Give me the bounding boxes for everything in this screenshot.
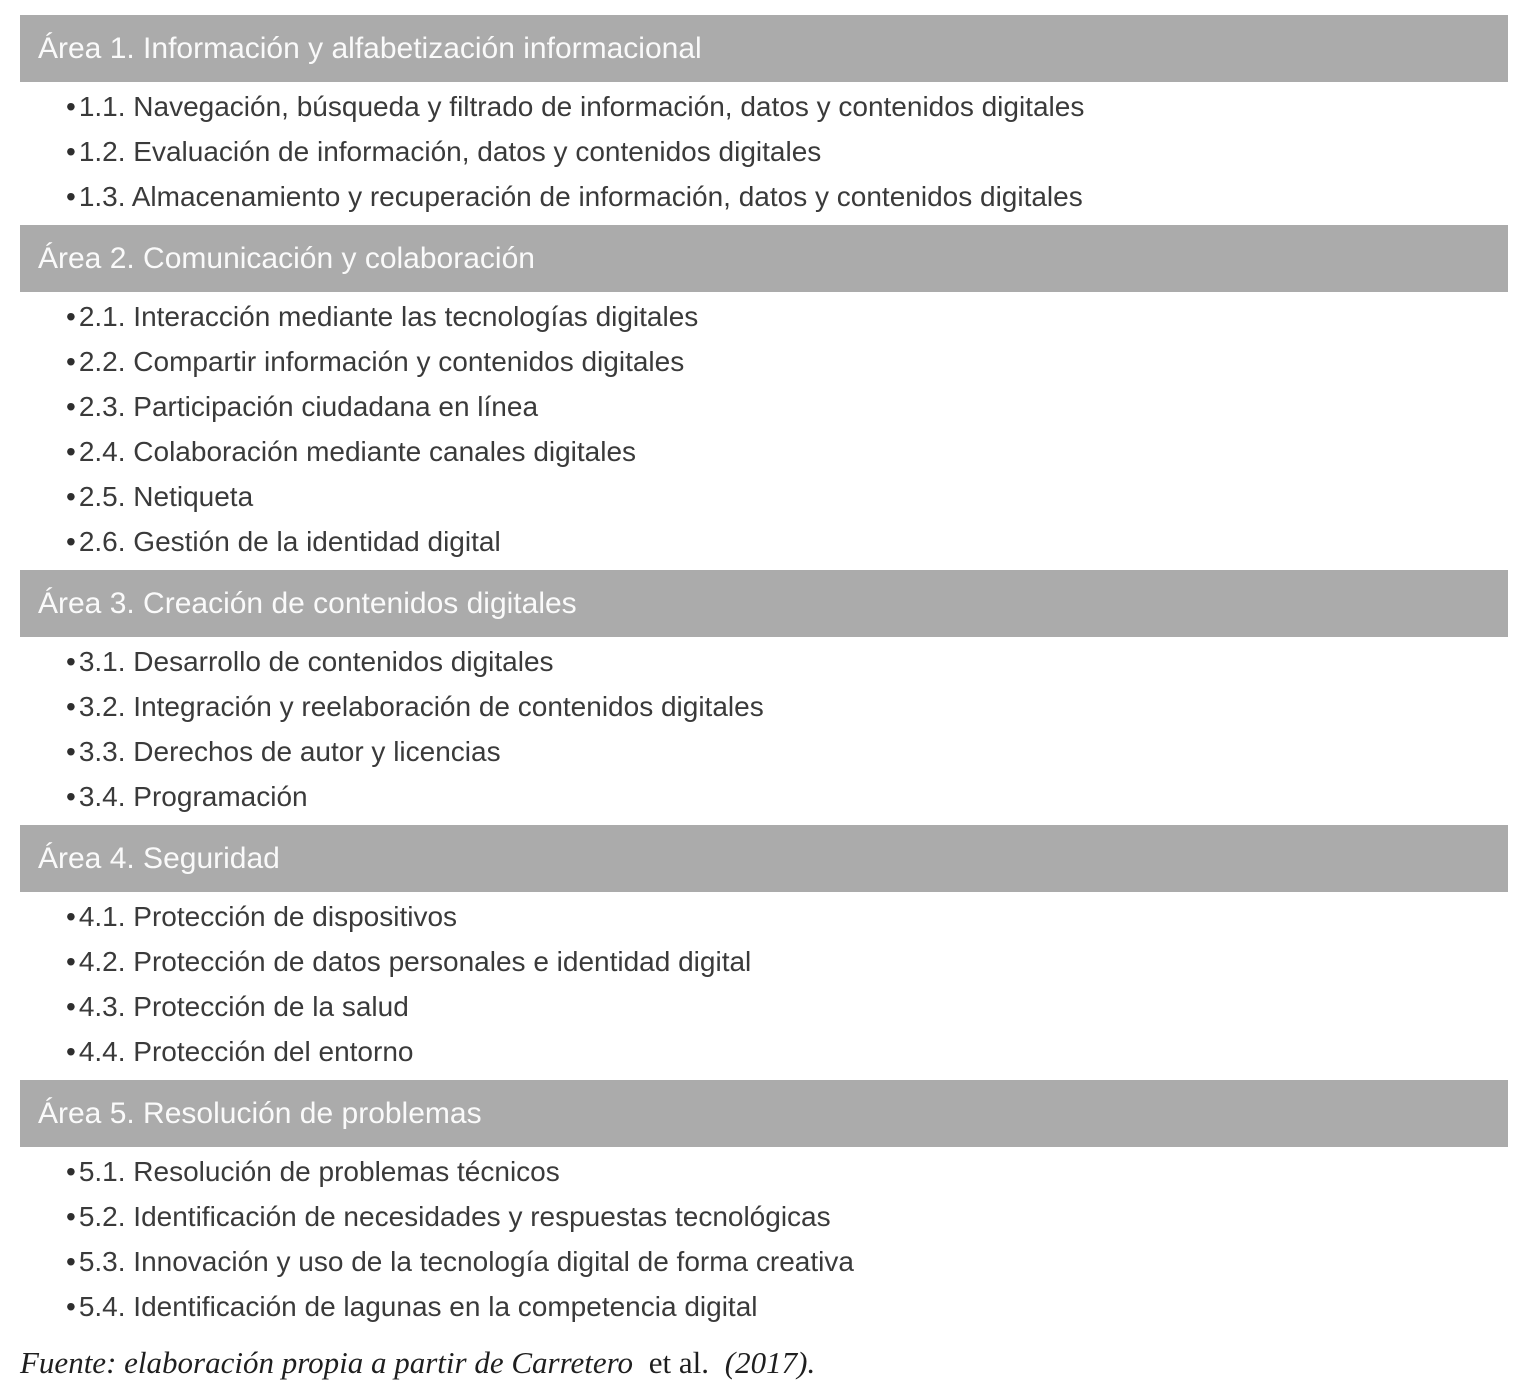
list-item	[20, 684, 1508, 729]
bullet-icon: •	[66, 525, 76, 557]
list-item	[20, 1239, 1508, 1284]
area-4-title: Área 4. Seguridad	[38, 841, 280, 875]
item-text: 5.3. Innovación y uso de la tecnología digital de forma creativa	[78, 1245, 854, 1277]
area-5-items	[20, 1149, 1508, 1329]
source-note-etal: et al.	[648, 1345, 710, 1380]
list-item	[20, 894, 1508, 939]
item-text: 2.3. Participación ciudadana en línea	[78, 390, 539, 422]
source-note-year: (2017).	[724, 1345, 816, 1380]
list-item	[20, 1029, 1508, 1074]
item-text: 3.3. Derechos de autor y licencias	[78, 735, 501, 767]
list-item	[20, 294, 1508, 339]
area-2-title: Área 2. Comunicación y colaboración	[38, 241, 535, 275]
list-item	[20, 1284, 1508, 1329]
bullet-icon: •	[66, 345, 76, 377]
area-5-header	[20, 1080, 1508, 1147]
bullet-icon: •	[66, 900, 76, 932]
bullet-icon: •	[66, 390, 76, 422]
list-item	[20, 429, 1508, 474]
list-item	[20, 129, 1508, 174]
item-text: 5.2. Identificación de necesidades y respuestas tecnológicas	[78, 1200, 831, 1232]
bullet-icon: •	[66, 1200, 76, 1232]
area-1-items	[20, 84, 1508, 219]
area-2-header	[20, 225, 1508, 292]
area-3-items	[20, 639, 1508, 819]
list-item	[20, 639, 1508, 684]
list-item	[20, 339, 1508, 384]
area-4-header	[20, 825, 1508, 892]
item-text: 2.1. Interacción mediante las tecnologías digitales	[78, 300, 699, 332]
item-text: 2.5. Netiqueta	[78, 480, 254, 512]
list-item	[20, 774, 1508, 819]
bullet-icon: •	[66, 180, 76, 212]
bullet-icon: •	[66, 435, 76, 467]
bullet-icon: •	[66, 990, 76, 1022]
item-text: 3.4. Programación	[78, 780, 308, 812]
area-section-2	[0, 225, 1518, 564]
list-item	[20, 384, 1508, 429]
area-5-title: Área 5. Resolución de problemas	[38, 1096, 482, 1130]
item-text: 4.3. Protección de la salud	[78, 990, 409, 1022]
area-4-items	[20, 894, 1508, 1074]
area-section-4	[0, 825, 1518, 1074]
item-text: 2.2. Compartir información y contenidos digitales	[78, 345, 685, 377]
item-text: 1.2. Evaluación de información, datos y contenidos digitales	[78, 135, 822, 167]
list-item	[20, 84, 1508, 129]
item-text: 4.2. Protección de datos personales e identidad digital	[78, 945, 752, 977]
bullet-icon: •	[66, 1035, 76, 1067]
area-section-5	[0, 1080, 1518, 1329]
item-text: 2.4. Colaboración mediante canales digitales	[78, 435, 637, 467]
list-item	[20, 984, 1508, 1029]
item-text: 4.1. Protección de dispositivos	[78, 900, 458, 932]
source-note-lead: Fuente: elaboración propia a partir de Carretero	[20, 1345, 634, 1380]
item-text: 4.4. Protección del entorno	[78, 1035, 414, 1067]
bullet-icon: •	[66, 300, 76, 332]
bullet-icon: •	[66, 90, 76, 122]
list-item	[20, 1194, 1508, 1239]
bullet-icon: •	[66, 780, 76, 812]
area-1-title: Área 1. Información y alfabetización informacional	[38, 31, 702, 65]
area-section-1	[0, 15, 1518, 219]
item-text: 5.4. Identificación de lagunas en la competencia digital	[78, 1290, 758, 1322]
list-item	[20, 174, 1508, 219]
item-text: 3.1. Desarrollo de contenidos digitales	[78, 645, 554, 677]
item-text: 1.3. Almacenamiento y recuperación de información, datos y contenidos digitales	[78, 180, 1083, 212]
list-item	[20, 729, 1508, 774]
bullet-icon: •	[66, 735, 76, 767]
bullet-icon: •	[66, 690, 76, 722]
list-item	[20, 474, 1508, 519]
list-item	[20, 519, 1508, 564]
area-3-header	[20, 570, 1508, 637]
item-text: 1.1. Navegación, búsqueda y filtrado de información, datos y contenidos digitales	[78, 90, 1085, 122]
item-text: 3.2. Integración y reelaboración de contenidos digitales	[78, 690, 764, 722]
item-text: 2.6. Gestión de la identidad digital	[78, 525, 501, 557]
area-1-header	[20, 15, 1508, 82]
item-text: 5.1. Resolución de problemas técnicos	[78, 1155, 560, 1187]
list-item	[20, 939, 1508, 984]
area-section-3	[0, 570, 1518, 819]
area-3-title: Área 3. Creación de contenidos digitales	[38, 586, 577, 620]
bullet-icon: •	[66, 645, 76, 677]
bullet-icon: •	[66, 945, 76, 977]
area-2-items	[20, 294, 1508, 564]
bullet-icon: •	[66, 480, 76, 512]
bullet-icon: •	[66, 1155, 76, 1187]
bullet-icon: •	[66, 1245, 76, 1277]
bullet-icon: •	[66, 1290, 76, 1322]
bullet-icon: •	[66, 135, 76, 167]
list-item	[20, 1149, 1508, 1194]
source-note	[20, 1345, 1518, 1381]
